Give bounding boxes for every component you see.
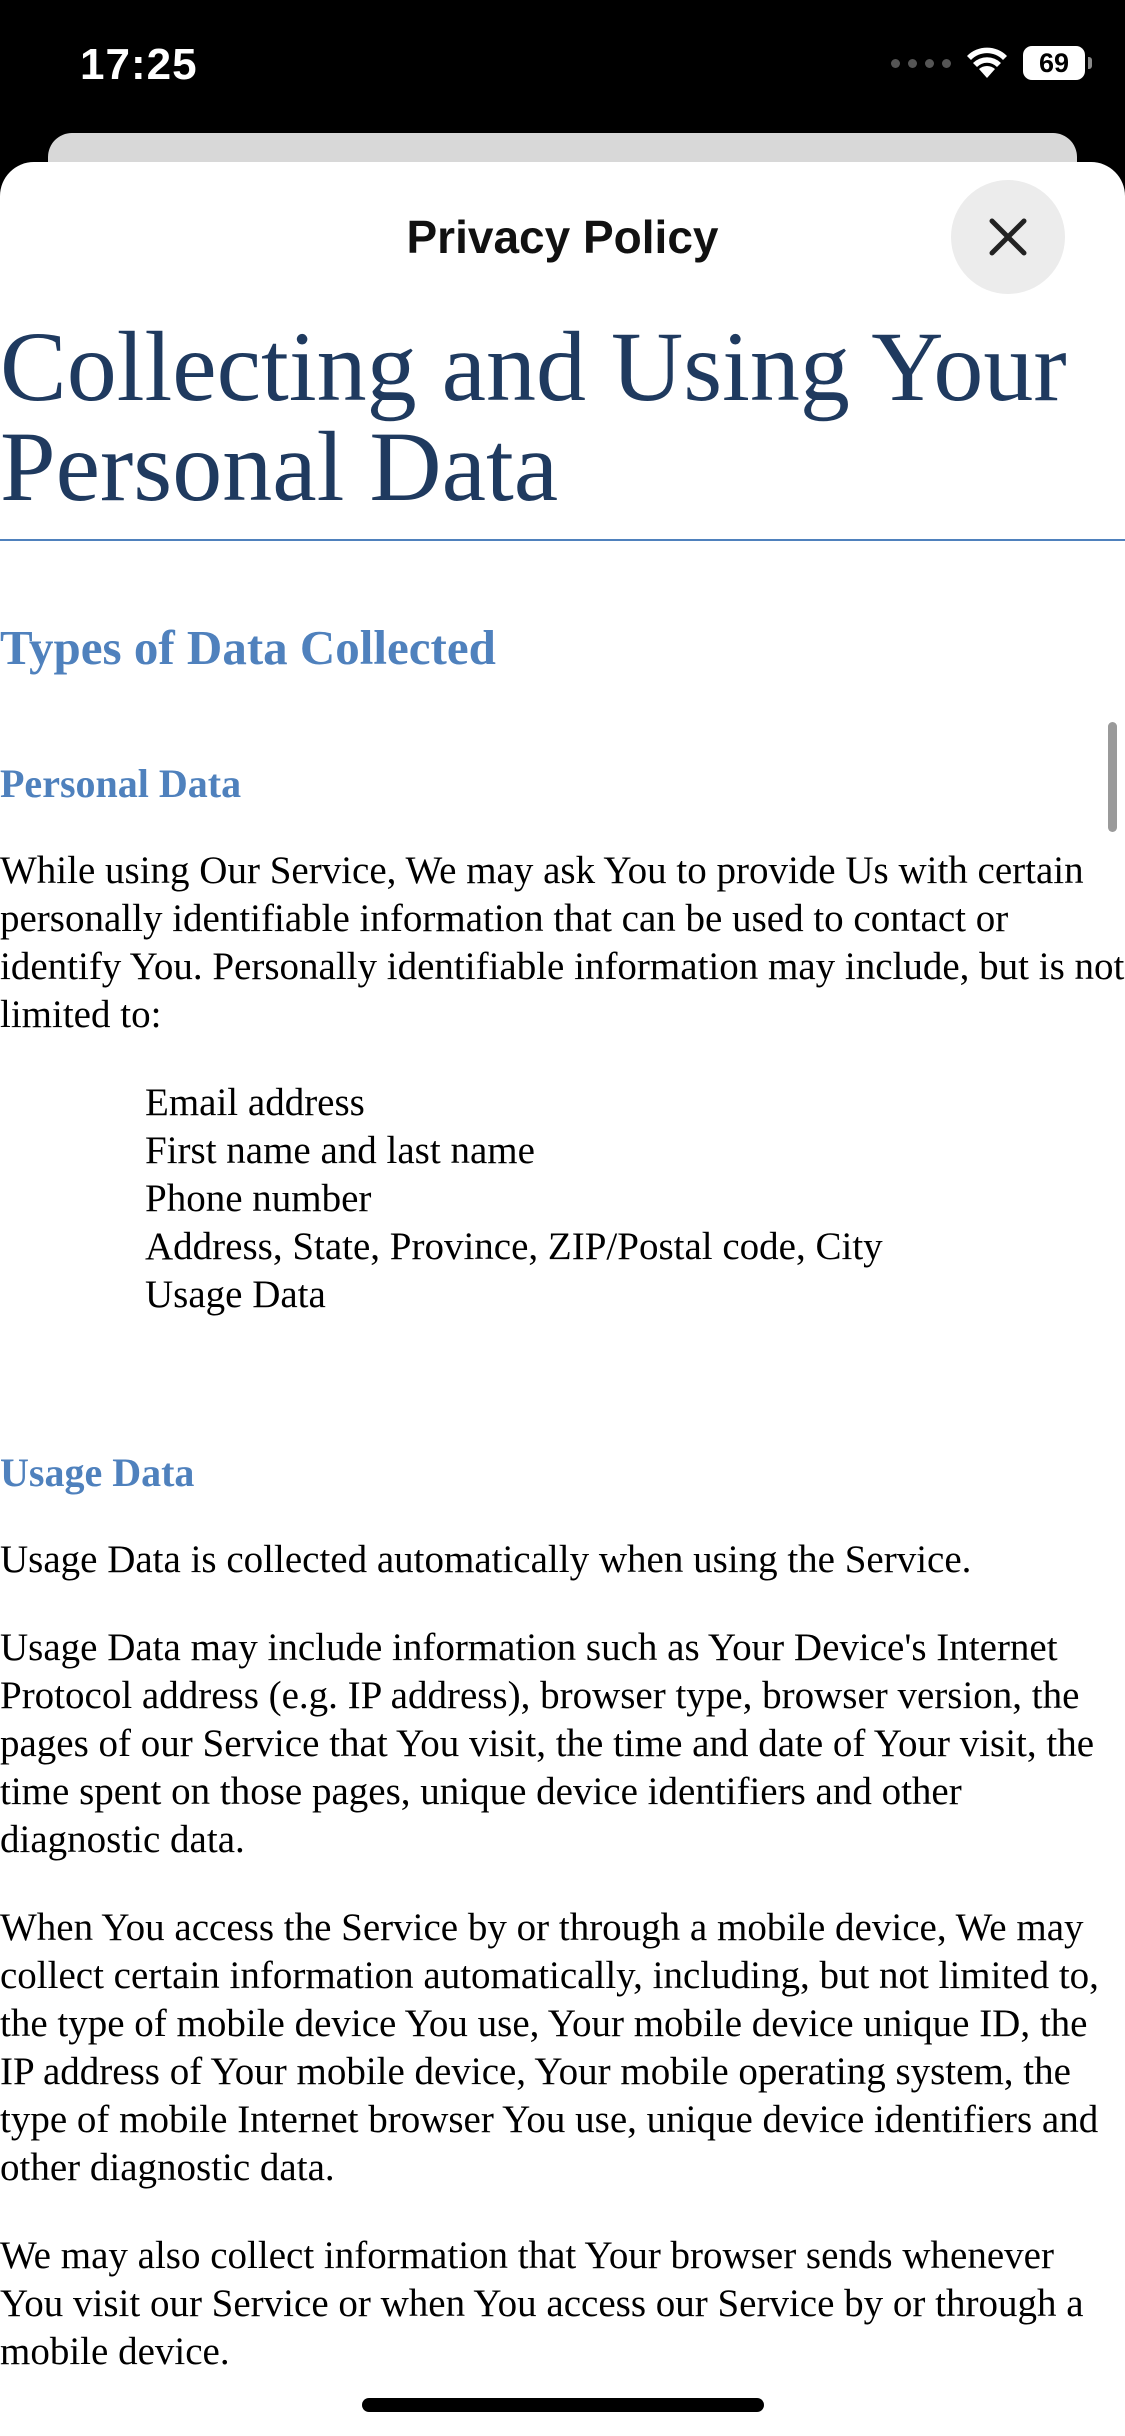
cellular-signal-icon (891, 59, 951, 68)
list-item: Email address (145, 1081, 365, 1124)
close-icon (988, 217, 1028, 257)
battery-level: 69 (1038, 47, 1070, 78)
home-indicator[interactable] (362, 2398, 764, 2412)
usage-data-paragraph: We may also collect information that Your browser sends whenever You visit our Service or when You access our Service by or through a mobile device. (0, 2234, 1084, 2373)
status-bar (0, 0, 1125, 135)
wifi-icon (965, 46, 1009, 80)
status-time: 17:25 (80, 40, 198, 89)
close-button[interactable] (951, 180, 1065, 294)
personal-data-list (0, 1079, 1125, 1319)
usage-data-heading: Usage Data (0, 1450, 195, 1495)
battery-icon (1023, 46, 1085, 80)
usage-data-paragraph: When You access the Service by or through a mobile device, We may collect certain information automatically, including, but not limited to, the type of mobile device You use, Your mobile device unique ID, the IP address of Your mobile device, Your mobile operating system, the type of mobile Internet browser You use, unique device identifiers and other diagnostic data. (0, 1906, 1099, 2189)
usage-data-paragraph: Usage Data may include information such as Your Device's Internet Protocol address (e.g. IP address), browser type, browser version, the pages of our Service that You visit, the time and date of Your visit, the time spent on those pages, unique device identifiers and other diagnostic data. (0, 1626, 1095, 1861)
personal-data-heading: Personal Data (0, 761, 242, 806)
document-title: Collecting and Using Your Personal Data (0, 312, 1125, 541)
sheet-header (0, 162, 1125, 312)
policy-content[interactable] (0, 311, 1125, 2373)
scrollbar-thumb[interactable] (1108, 722, 1117, 832)
personal-data-intro: While using Our Service, We may ask You to provide Us with certain personally identifiable information that can be used to contact or identify You. Personally identifiable information may include, but is not limited to: (0, 849, 1125, 1036)
list-item: Address, State, Province, ZIP/Postal code, City (145, 1225, 883, 1268)
usage-data-paragraph: Usage Data is collected automatically when using the Service. (0, 1538, 972, 1581)
list-item: First name and last name (145, 1129, 535, 1172)
section-heading: Types of Data Collected (0, 620, 496, 675)
list-item: Phone number (145, 1177, 372, 1220)
status-indicators (891, 46, 1085, 80)
privacy-policy-sheet (0, 162, 1125, 2436)
sheet-title: Privacy Policy (406, 211, 719, 263)
list-item: Usage Data (145, 1273, 326, 1316)
